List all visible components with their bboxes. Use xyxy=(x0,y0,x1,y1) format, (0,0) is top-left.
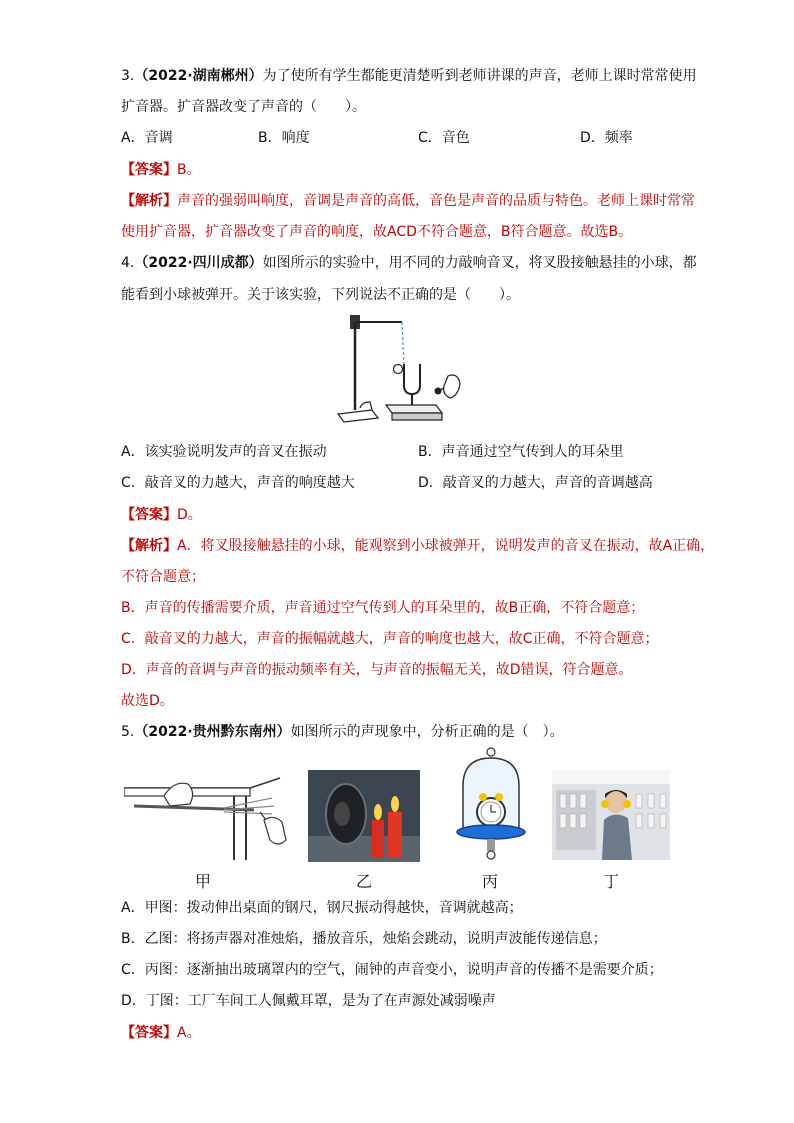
q3-analysis-text1: 声音的强弱叫响度，音调是声音的高低，音色是声音的品质与特色。老师上课时常常 xyxy=(177,193,695,209)
q3-option-b: B．响度 xyxy=(258,130,310,146)
q4-option-a: A．该实验说明发声的音叉在振动 xyxy=(121,444,327,460)
q4-analysis-line4: C．敲音叉的力越大，声音的振幅就越大，声音的响度也越大，故C正确，不符合题意； xyxy=(121,631,659,647)
q5-source: （2022·贵州黔东南州） xyxy=(134,724,291,740)
speaker-candles-image xyxy=(308,770,420,862)
q5-number: 5. xyxy=(121,724,135,740)
q4-option-c: C．敲音叉的力越大，声音的响度越大 xyxy=(121,475,355,491)
q4-number: 4. xyxy=(121,255,135,271)
q5-option-a: A．甲图：拨动伸出桌面的钢尺，钢尺振动得越快，音调就越高； xyxy=(121,900,523,916)
q5-option-b: B．乙图：将扬声器对准烛焰，播放音乐，烛焰会跳动，说明声波能传递信息； xyxy=(121,931,607,947)
q4-conclusion: 故选D。 xyxy=(121,693,174,709)
q3-analysis-label: 【解析】 xyxy=(121,193,177,209)
q4-stem-line1 xyxy=(121,253,697,273)
factory-worker-image xyxy=(552,770,670,860)
q3-answer-value: B。 xyxy=(177,162,201,178)
q5-text1: 如图所示的声现象中，分析正确的是（ ）。 xyxy=(290,724,564,740)
q3-source: （2022·湖南郴州） xyxy=(134,68,263,84)
q4-answer-value: D。 xyxy=(177,507,202,523)
bell-jar-clock-image xyxy=(453,746,529,862)
q5-answer xyxy=(121,1023,201,1043)
q5-option-c: C．丙图：逐渐抽出玻璃罩内的空气，闹钟的声音变小，说明声音的传播不是需要介质； xyxy=(121,962,663,978)
tuning-fork-figure xyxy=(332,310,462,432)
q3-answer-label: 【答案】 xyxy=(121,162,177,178)
q3-option-c: C．音色 xyxy=(418,130,470,146)
q4-analysis-line5: D．声音的音调与声音的振动频率有关，与声音的振幅无关，故D错误，符合题意。 xyxy=(121,662,633,678)
q4-option-b: B．声音通过空气传到人的耳朵里 xyxy=(418,444,624,460)
q3-option-a: A．音调 xyxy=(121,130,173,146)
q5-option-d: D．丁图：工厂车间工人佩戴耳罩，是为了在声源处减弱噪声 xyxy=(121,993,496,1009)
caption-ding: 丁 xyxy=(603,872,620,891)
q3-stem-line2: 扩音器。扩音器改变了声音的（ ）。 xyxy=(121,99,366,115)
q3-analysis-line1 xyxy=(121,191,695,211)
q4-analysis-line1 xyxy=(121,536,714,556)
ruler-on-table-image xyxy=(124,770,290,862)
caption-yi: 乙 xyxy=(356,872,373,891)
q4-stem-line2: 能看到小球被弹开。关于该实验，下列说法不正确的是（ ）。 xyxy=(121,287,520,303)
q5-stem-line1 xyxy=(121,722,564,742)
q3-number: 3. xyxy=(121,68,135,84)
q4-option-d: D．敲音叉的力越大，声音的音调越高 xyxy=(418,475,653,491)
q3-answer xyxy=(121,160,201,180)
q3-analysis-line2: 使用扩音器，扩音器改变了声音的响度，故ACD不符合题意，B符合题意。故选B。 xyxy=(121,224,633,240)
q4-analysis-line3: B．声音的传播需要介质，声音通过空气传到人的耳朵里的，故B正确，不符合题意； xyxy=(121,600,645,616)
q4-analysis-label: 【解析】 xyxy=(121,538,177,554)
q5-answer-value: A。 xyxy=(177,1025,201,1041)
caption-jia: 甲 xyxy=(195,872,212,891)
q4-source: （2022·四川成都） xyxy=(134,255,263,271)
q5-answer-label: 【答案】 xyxy=(121,1025,177,1041)
q3-text1: 为了使所有学生都能更清楚听到老师讲课的声音，老师上课时常常使用 xyxy=(262,68,697,84)
caption-bing: 丙 xyxy=(482,872,499,891)
q3-option-d: D．频率 xyxy=(580,130,633,146)
q3-stem-line1 xyxy=(121,66,697,86)
q4-analysis-line2: 不符合题意； xyxy=(121,569,205,585)
q4-answer xyxy=(121,505,202,525)
q4-text1: 如图所示的实验中，用不同的力敲响音叉，将叉股接触悬挂的小球，都 xyxy=(262,255,697,271)
q4-analysis-text1: A．将叉股接触悬挂的小球，能观察到小球被弹开，说明发声的音叉在振动，故A正确， xyxy=(177,538,715,554)
q4-answer-label: 【答案】 xyxy=(121,507,177,523)
